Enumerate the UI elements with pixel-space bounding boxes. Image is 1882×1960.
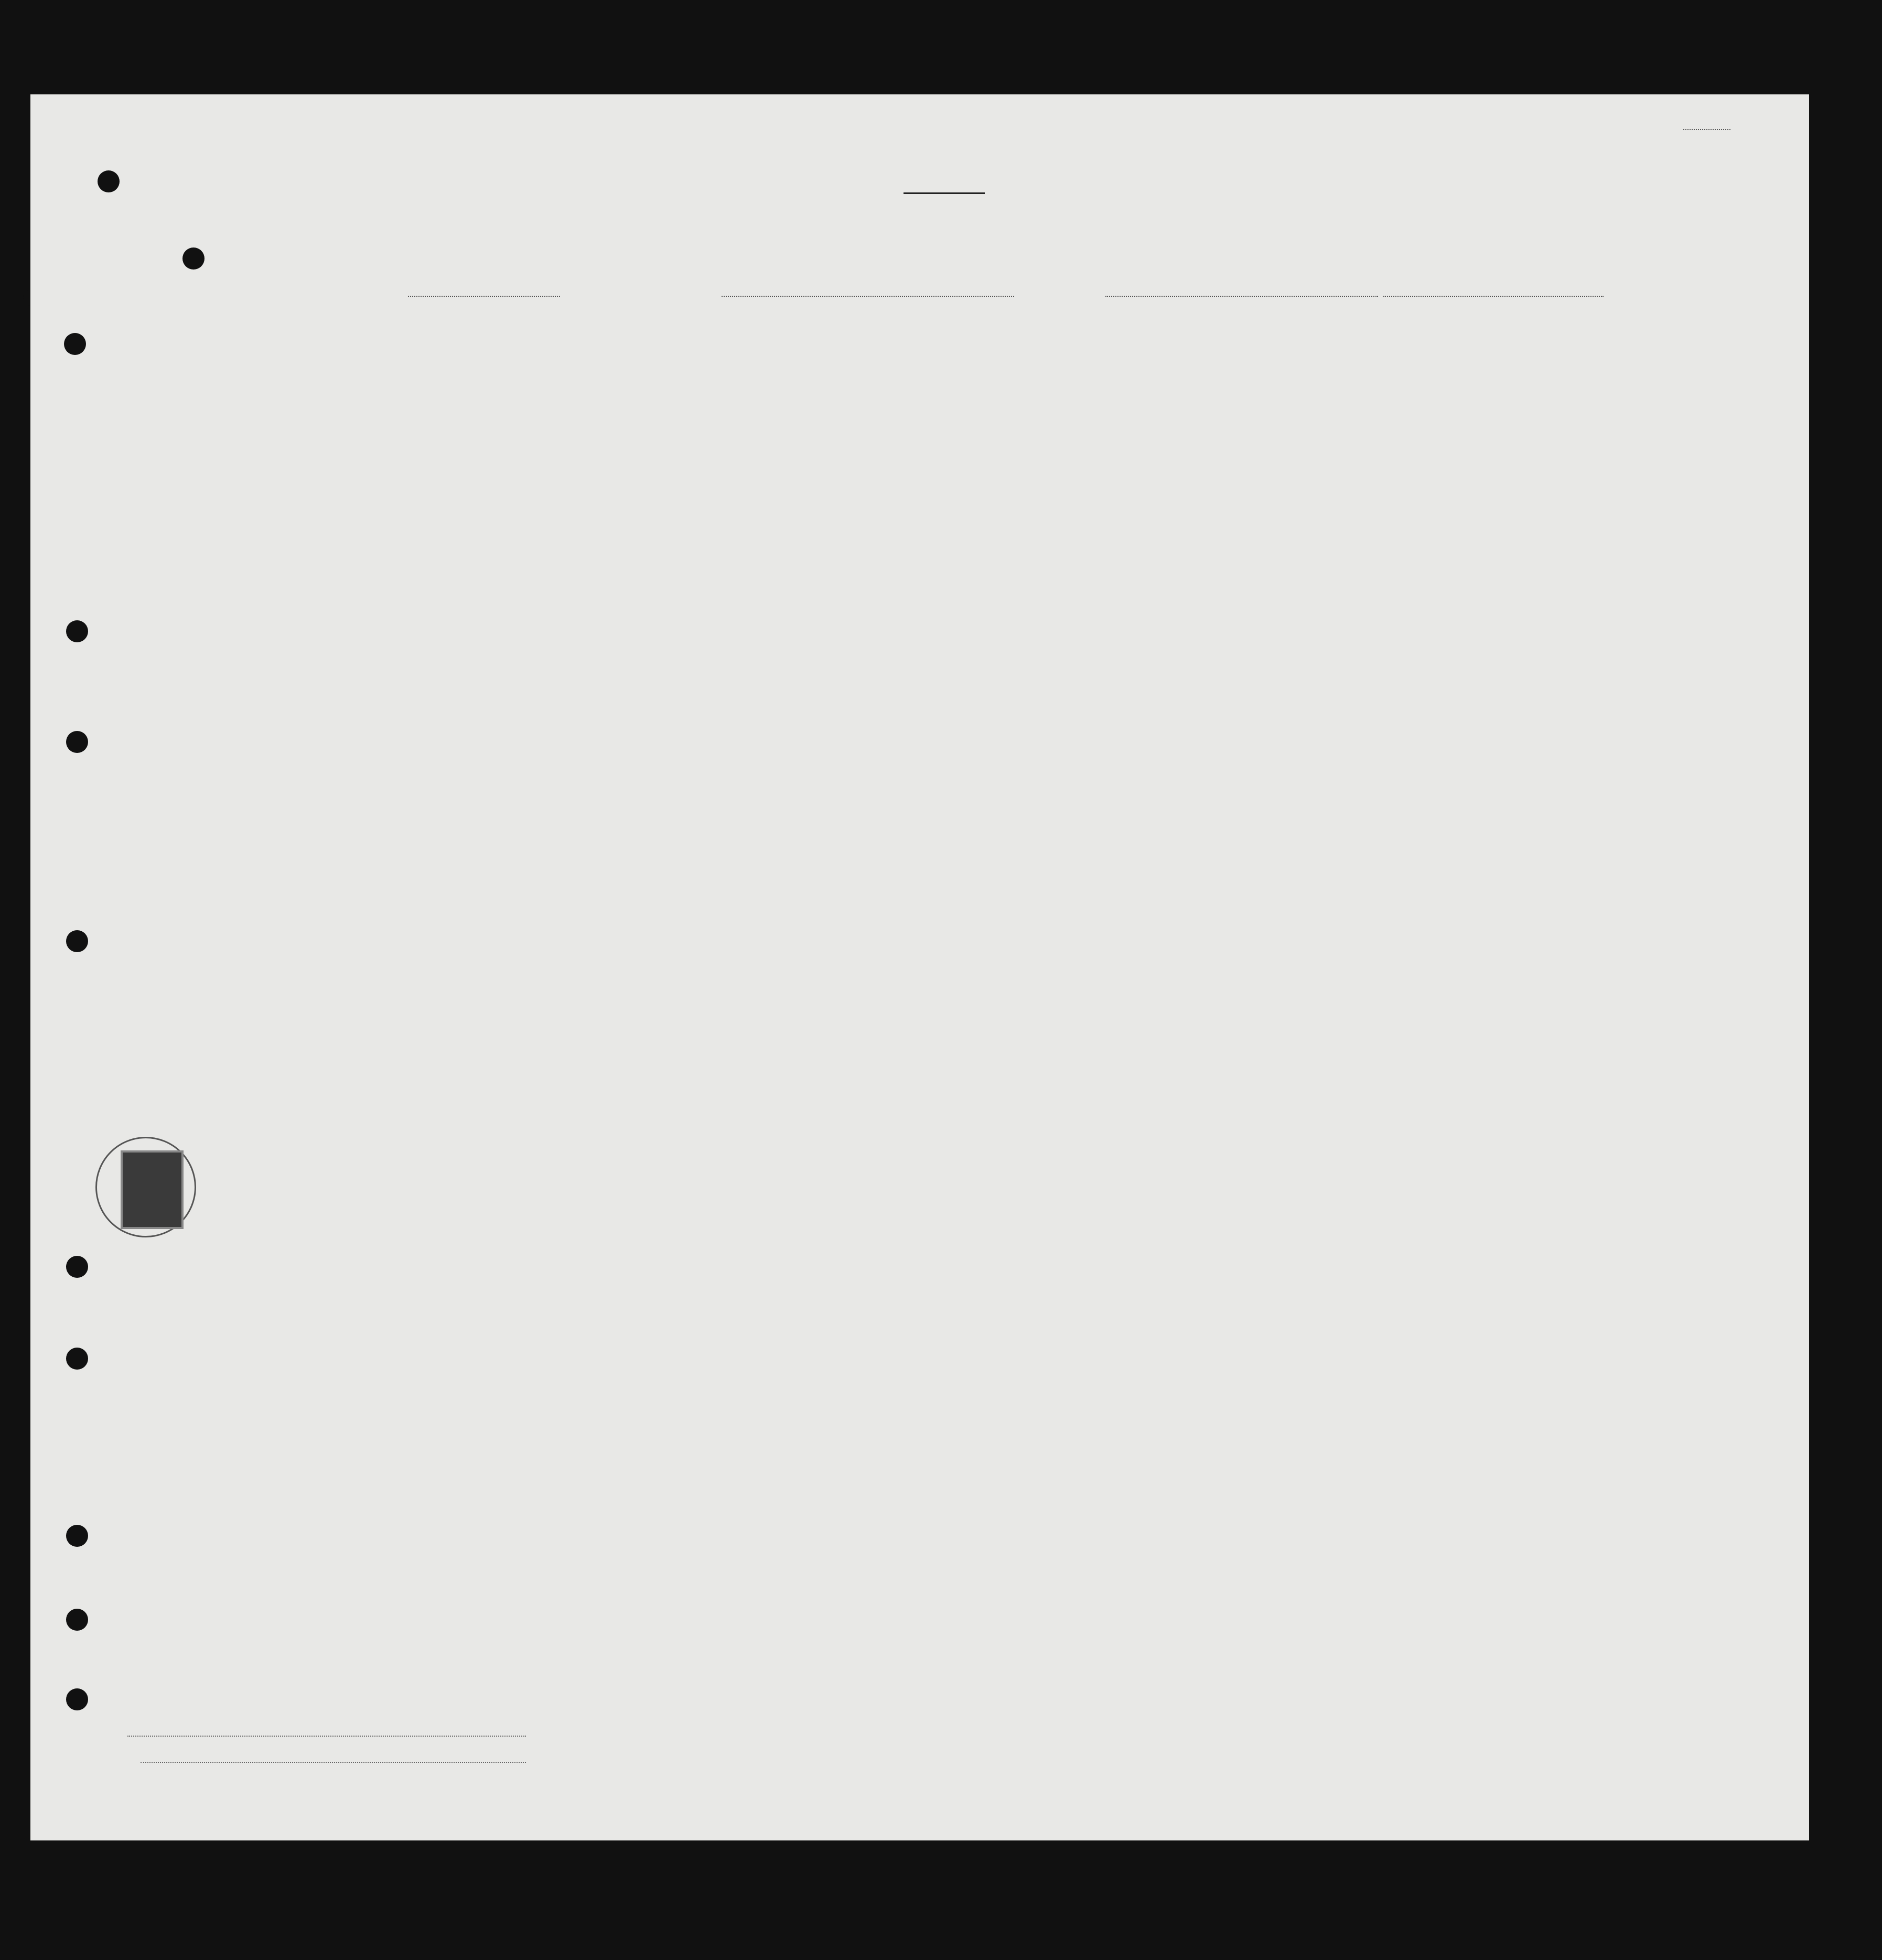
col4-header	[552, 322, 626, 338]
col10-header	[1047, 322, 1081, 345]
col16-header	[1487, 322, 1653, 329]
col8-header	[961, 322, 1008, 338]
col9-header	[1010, 322, 1046, 345]
col6-header	[744, 322, 911, 333]
col13-header	[1274, 322, 1326, 345]
line-dots	[127, 1736, 526, 1737]
col12-header	[1178, 322, 1272, 345]
col2-header	[135, 322, 189, 329]
col14-header	[1328, 322, 1376, 345]
manifest-sheet	[30, 94, 1809, 1840]
col11-header	[1082, 322, 1176, 345]
fee-stamp	[121, 1150, 184, 1229]
col1-header	[103, 322, 132, 329]
owners-dots	[141, 1762, 526, 1763]
manifest-grid	[30, 94, 1809, 1840]
col7-header	[913, 322, 960, 329]
col15-header	[1379, 322, 1484, 338]
col17-header	[1656, 322, 1775, 329]
col5-header	[628, 322, 741, 343]
col3-header	[209, 322, 550, 332]
